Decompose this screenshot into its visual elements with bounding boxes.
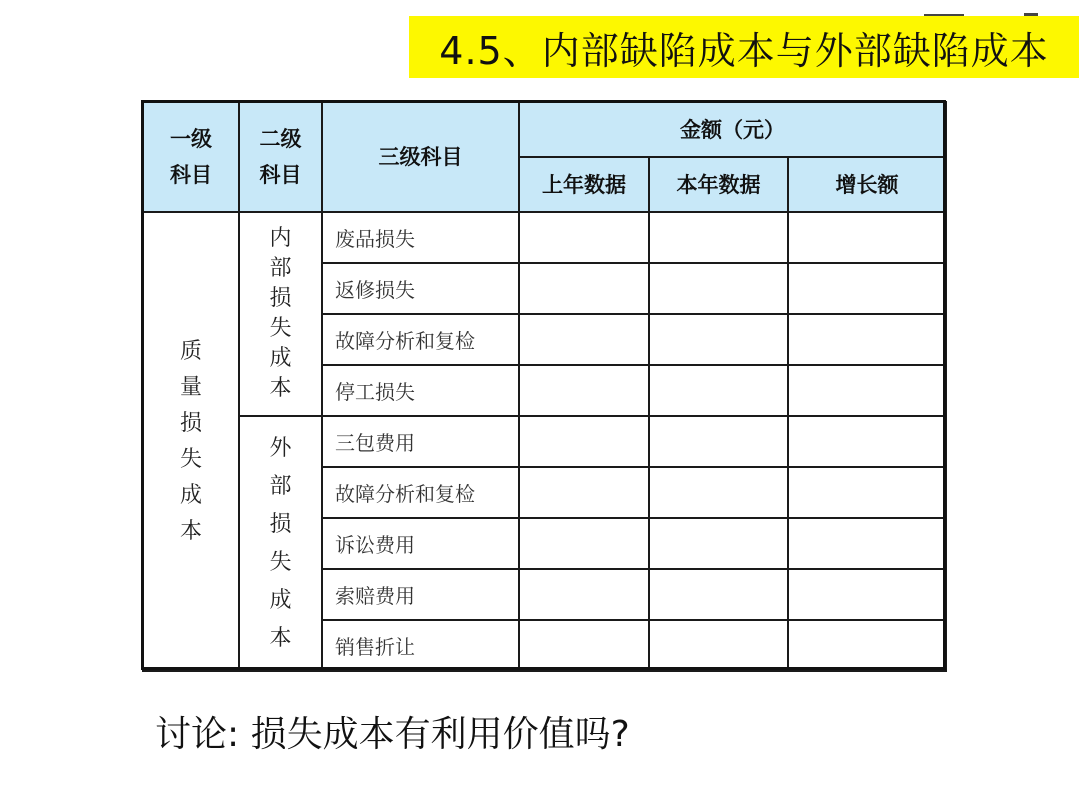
- cell-this-year[interactable]: [649, 314, 788, 365]
- cell-growth[interactable]: [788, 416, 946, 467]
- header-this-year: 本年数据: [649, 157, 788, 212]
- cell-this-year[interactable]: [649, 620, 788, 671]
- cell-this-year[interactable]: [649, 365, 788, 416]
- quality-cost-table: [142, 101, 947, 672]
- cell-last-year[interactable]: [519, 569, 649, 620]
- cell-this-year[interactable]: [649, 263, 788, 314]
- cell-last-year[interactable]: [519, 365, 649, 416]
- row-label: 故障分析和复检: [322, 314, 519, 365]
- cell-this-year[interactable]: [649, 569, 788, 620]
- header-growth: 增长额: [788, 157, 946, 212]
- row-label: 三包费用: [322, 416, 519, 467]
- cell-last-year[interactable]: [519, 314, 649, 365]
- cell-last-year[interactable]: [519, 263, 649, 314]
- row-label: 索赔费用: [322, 569, 519, 620]
- table-row: [143, 212, 946, 263]
- cell-this-year[interactable]: [649, 518, 788, 569]
- slide-title: 4.5、内部缺陷成本与外部缺陷成本: [409, 16, 1079, 78]
- external-cell: [239, 416, 322, 671]
- cell-last-year[interactable]: [519, 212, 649, 263]
- row-label: 停工损失: [322, 365, 519, 416]
- cell-growth[interactable]: [788, 518, 946, 569]
- header-level3: 三级科目: [322, 102, 519, 212]
- header-level1: 一级科目: [143, 102, 239, 212]
- cell-growth[interactable]: [788, 620, 946, 671]
- cell-growth[interactable]: [788, 263, 946, 314]
- cell-last-year[interactable]: [519, 518, 649, 569]
- header-last-year: 上年数据: [519, 157, 649, 212]
- cell-growth[interactable]: [788, 314, 946, 365]
- cell-this-year[interactable]: [649, 467, 788, 518]
- table-row: [143, 416, 946, 467]
- external-label: 外部损失成本: [269, 435, 292, 651]
- header-amount: 金额（元）: [519, 102, 946, 157]
- cell-last-year[interactable]: [519, 467, 649, 518]
- cell-last-year[interactable]: [519, 620, 649, 671]
- discussion-question: 讨论: 损失成本有利用价值吗?: [155, 714, 630, 755]
- header-level2: 二级科目: [239, 102, 322, 212]
- cell-growth[interactable]: [788, 569, 946, 620]
- row-label: 废品损失: [322, 212, 519, 263]
- level1-cell: [143, 212, 239, 671]
- row-label: 销售折让: [322, 620, 519, 671]
- cell-last-year[interactable]: [519, 416, 649, 467]
- internal-label: 内部损失成本: [269, 226, 292, 401]
- level1-label: 质量损失成本: [179, 338, 202, 544]
- cell-this-year[interactable]: [649, 212, 788, 263]
- row-label: 返修损失: [322, 263, 519, 314]
- cell-growth[interactable]: [788, 212, 946, 263]
- internal-cell: [239, 212, 322, 416]
- row-label: 诉讼费用: [322, 518, 519, 569]
- cell-growth[interactable]: [788, 365, 946, 416]
- cell-this-year[interactable]: [649, 416, 788, 467]
- row-label: 故障分析和复检: [322, 467, 519, 518]
- cell-growth[interactable]: [788, 467, 946, 518]
